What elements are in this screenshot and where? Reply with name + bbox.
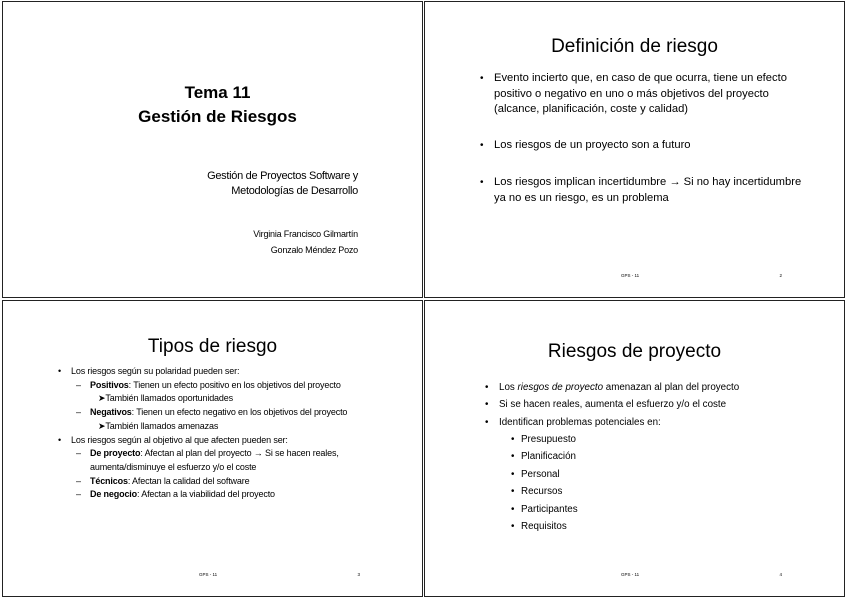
course-name: Gestión de Proyectos Software y Metodologías de Desarrollo (207, 170, 358, 197)
list-item: – Técnicos: Afectan la calidad del software (76, 475, 250, 486)
list-item: • Los riesgos de un proyecto son a futuro (480, 138, 810, 154)
slide-2 (424, 1, 845, 298)
list-item: • Los riesgos de proyecto amenazan al plan del proyecto (485, 379, 739, 396)
topic-number: Tema 11 (184, 83, 251, 102)
slide-4-title: Riesgos de proyecto (547, 341, 722, 362)
page-number: 4 (779, 572, 782, 577)
list-item: • Planificación (511, 448, 578, 465)
list-item: – Negativos: Tienen un efecto negativo en los objetivos del proyecto (76, 407, 348, 418)
list-item: • Los riesgos implican incertidumbre → Si no hay incertidumbre ya no es un riesgo, es un problema (480, 175, 810, 206)
author-1: Virginia Francisco Gilmartín (253, 229, 358, 239)
list-item: • Participantes (511, 501, 578, 518)
list-item: – De proyecto: Afectan al plan del proyecto → Si se hacen reales, aumenta/disminuye el esfuerzo y/o el coste (76, 448, 339, 472)
list-item: • Los riesgos según su polaridad pueden ser: (58, 365, 378, 379)
footer-code: GPS - 11 (621, 572, 640, 577)
list-item: • Requisitos (511, 518, 578, 535)
page-number: 2 (779, 273, 782, 278)
page-number: 3 (357, 572, 360, 577)
slide-4 (424, 300, 845, 597)
slide-3 (2, 300, 423, 597)
topic-title: Gestión de Riesgos (138, 107, 297, 126)
list-item: • Identifican problemas potenciales en: (485, 414, 739, 431)
list-item: • Presupuesto (511, 431, 578, 448)
slide-1-title (3, 81, 422, 129)
list-item: – De negocio: Afectan a la viabilidad del proyecto (76, 489, 275, 500)
list-item: – Positivos: Tienen un efecto positivo en los objetivos del proyecto (76, 379, 341, 390)
slide-1 (2, 1, 423, 298)
definition-list (480, 71, 810, 207)
project-risks-list (485, 379, 739, 431)
author-2: Gonzalo Méndez Pozo (270, 245, 358, 255)
list-item: ➤También llamados amenazas (98, 420, 219, 431)
footer-code: GPS - 11 (199, 572, 218, 577)
problem-areas-list (485, 431, 578, 535)
list-item: • Evento incierto que, en caso de que ocurra, tiene un efecto positivo o negativo en uno o más objetivos del proyecto (alcance, planificación, coste y calidad) (480, 71, 810, 118)
risk-types-list (58, 365, 378, 502)
list-item: • Si se hacen reales, aumenta el esfuerzo y/o el coste (485, 396, 739, 413)
list-item: ➤También llamados oportunidades (98, 393, 233, 404)
list-item: • Los riesgos según al objetivo al que afecten pueden ser: (58, 434, 378, 448)
authors (253, 226, 358, 258)
slide-3-title: Tipos de riesgo (147, 336, 278, 357)
list-item: • Recursos (511, 483, 578, 500)
list-item: • Personal (511, 466, 578, 483)
footer-code: GPS - 11 (621, 273, 640, 278)
slide-2-title: Definición de riesgo (551, 36, 718, 57)
